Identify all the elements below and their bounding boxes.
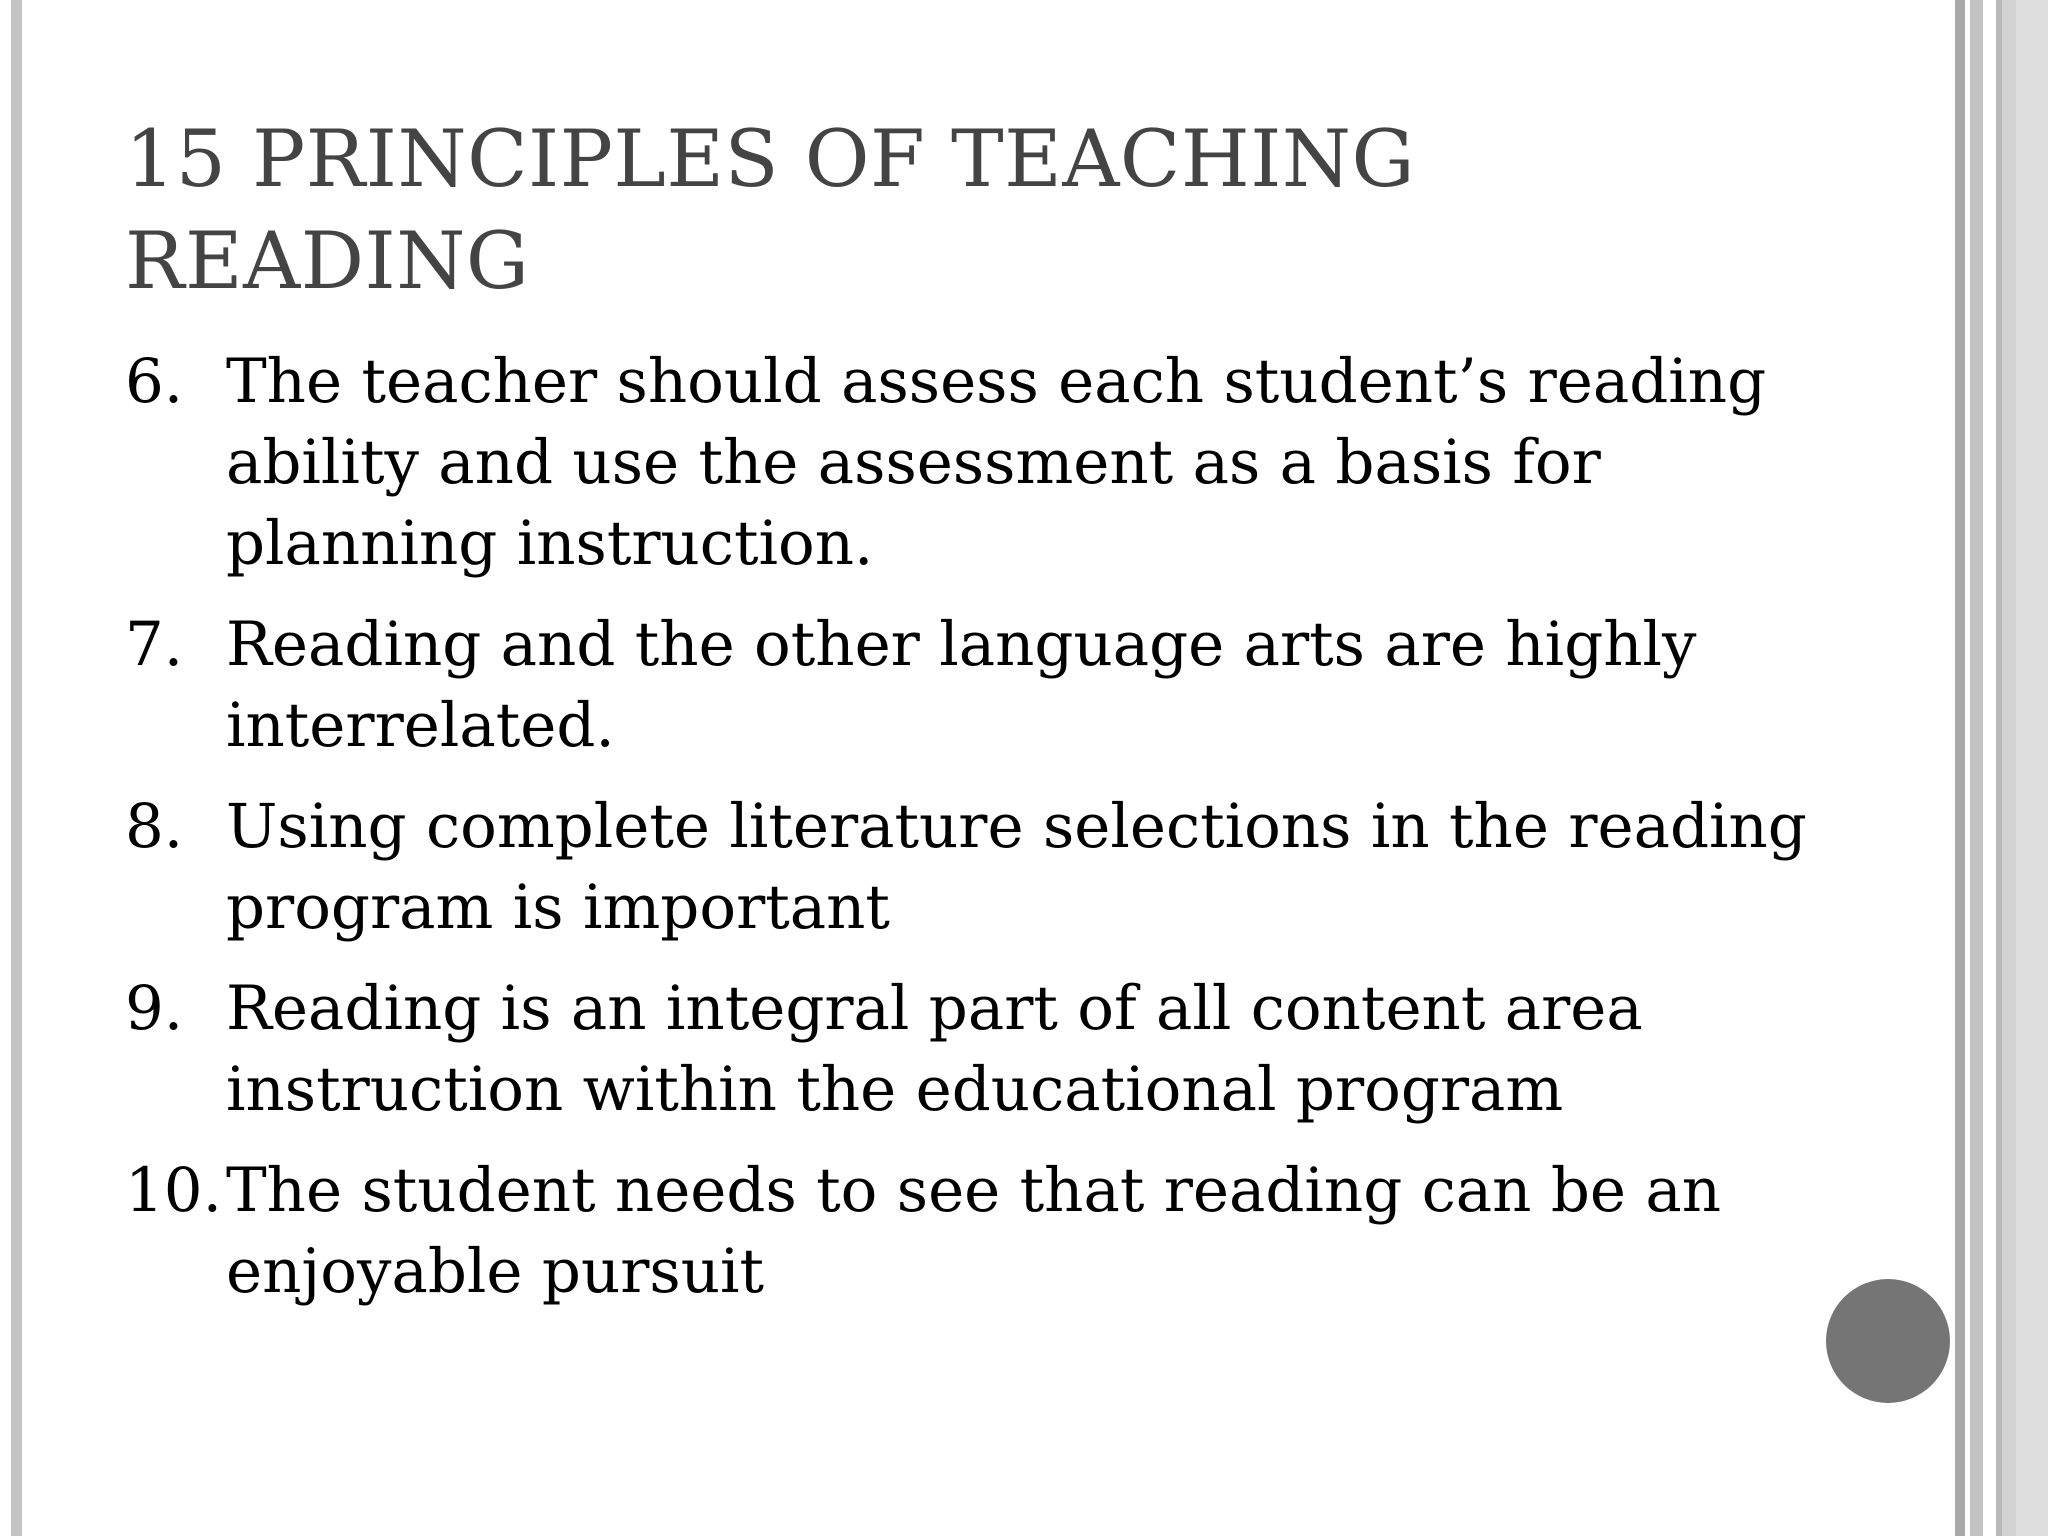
item-number: 6. — [125, 346, 184, 417]
list-item — [125, 968, 1825, 1130]
list-item — [125, 604, 1825, 766]
item-text: Using complete literature selections in the reading program is important — [226, 791, 1807, 943]
list-item — [125, 786, 1825, 948]
item-number: 8. — [125, 791, 184, 862]
list-item — [125, 1150, 1825, 1312]
item-text: Reading and the other language arts are highly interrelated. — [226, 609, 1697, 761]
item-number: 7. — [125, 609, 184, 680]
principles-list — [125, 341, 1825, 1332]
list-item — [125, 341, 1825, 584]
item-text: The teacher should assess each student’s reading ability and use the assessment as a basis for planning instruction. — [226, 346, 1767, 579]
item-text: The student needs to see that reading can be an enjoyable pursuit — [226, 1155, 1722, 1307]
item-number: 9. — [125, 973, 184, 1044]
item-number: 10. — [125, 1155, 223, 1226]
left-border-bar — [11, 0, 22, 1536]
right-border-bars — [1955, 0, 2048, 1536]
slide-title: 15 PRINCIPLES OF TEACHING READING — [125, 113, 1416, 307]
decorative-circle — [1826, 1279, 1950, 1403]
item-text: Reading is an integral part of all content area instruction within the educational program — [226, 973, 1643, 1125]
